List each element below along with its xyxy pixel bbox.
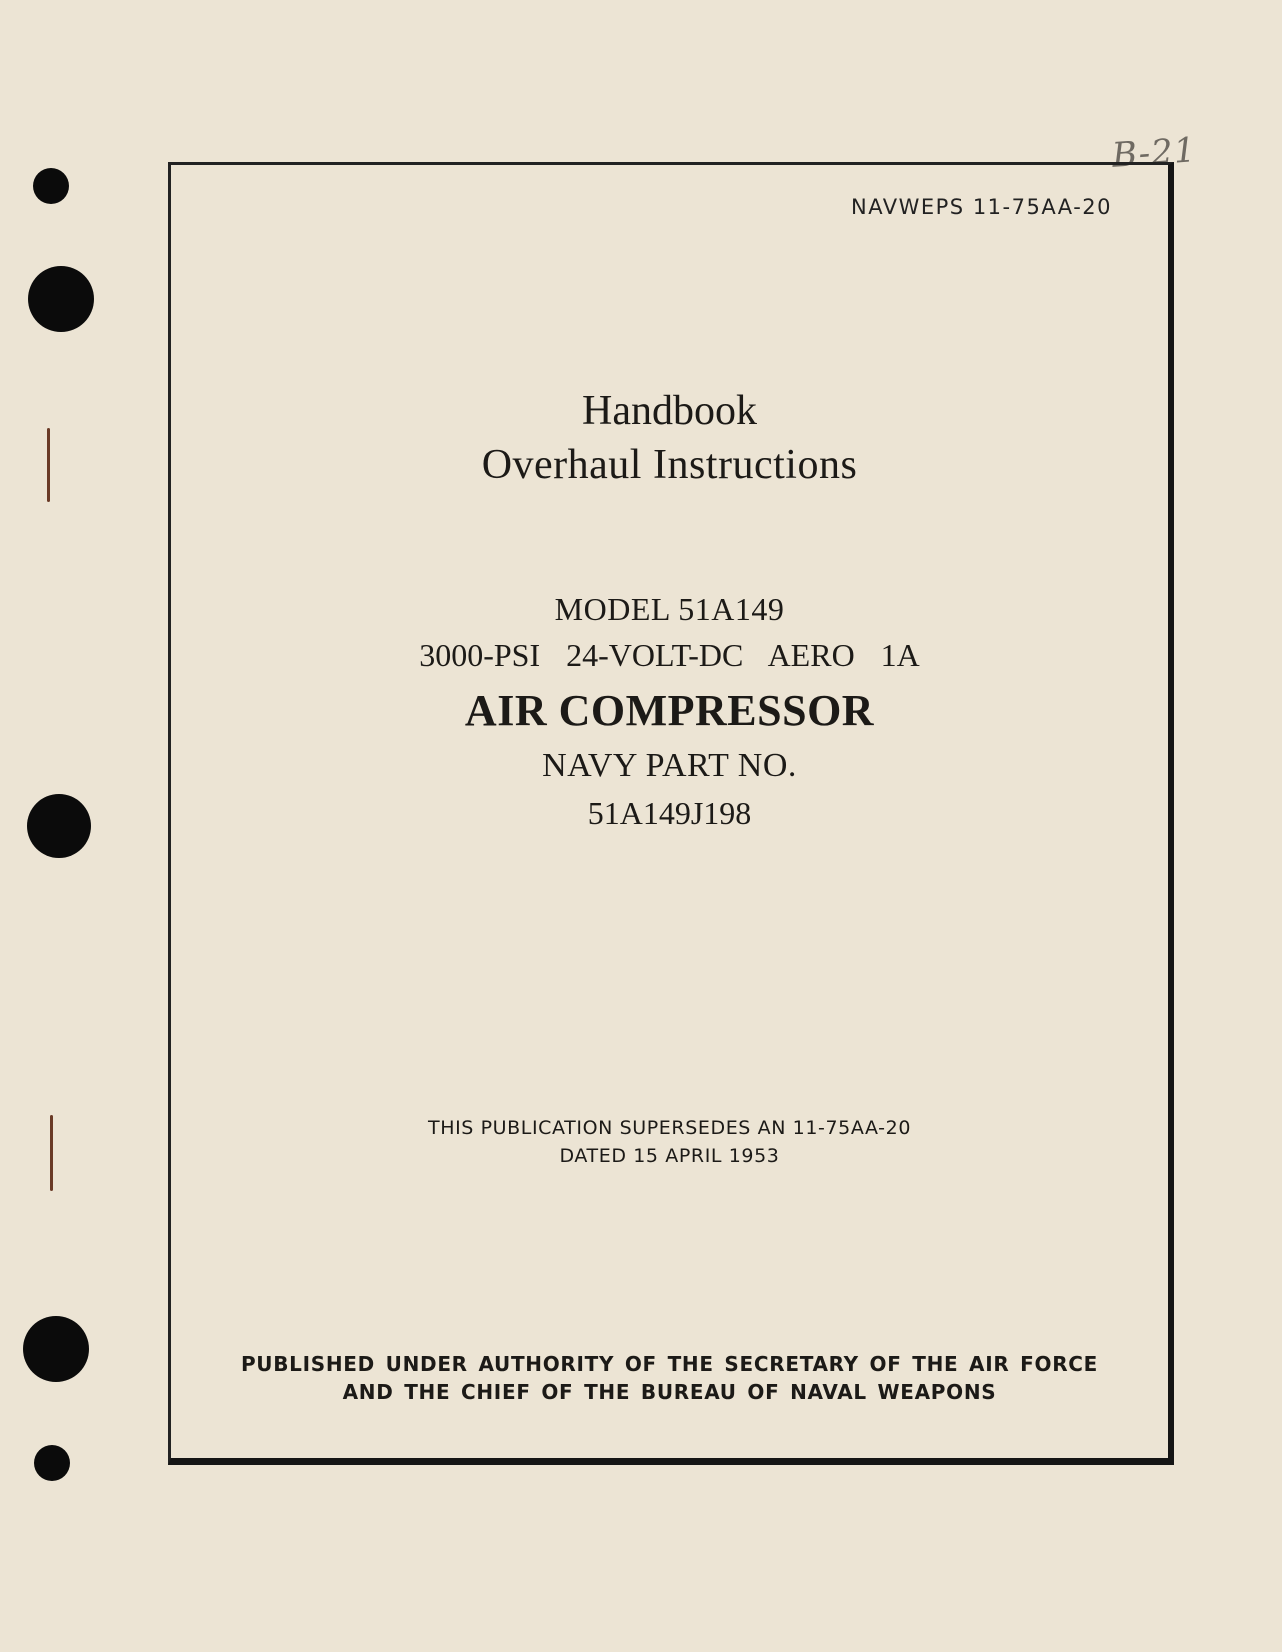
staple-mark [50, 1115, 53, 1191]
supersedes-notice: THIS PUBLICATION SUPERSEDES AN 11-75AA-20 [427, 1117, 912, 1139]
binder-hole [33, 168, 69, 204]
navy-part-label: NAVY PART NO. [542, 747, 797, 784]
binder-hole [27, 794, 91, 858]
supersedes-date: DATED 15 APRIL 1953 [559, 1145, 780, 1167]
specification-line: 3000-PSI 24-VOLT-DC AERO 1A [419, 637, 920, 673]
model-number: MODEL 51A149 [554, 591, 785, 627]
binder-hole [34, 1445, 70, 1481]
title-handbook: Handbook [582, 388, 757, 434]
title-overhaul-instructions: Overhaul Instructions [481, 442, 858, 488]
handwritten-note: B-21 [1110, 130, 1198, 176]
authority-statement-line-1: PUBLISHED UNDER AUTHORITY OF THE SECRETARY OF THE AIR FORCE [240, 1352, 1099, 1376]
navy-part-number: 51A149J198 [587, 795, 752, 831]
binder-hole [23, 1316, 89, 1382]
document-number: NAVWEPS 11-75AA-20 [851, 195, 1112, 219]
equipment-name: AIR COMPRESSOR [464, 686, 875, 735]
cover-frame [168, 162, 1174, 1465]
authority-statement-line-2: AND THE CHIEF OF THE BUREAU OF NAVAL WEAPONS [342, 1380, 997, 1404]
binder-hole [28, 266, 94, 332]
staple-mark [47, 428, 50, 502]
